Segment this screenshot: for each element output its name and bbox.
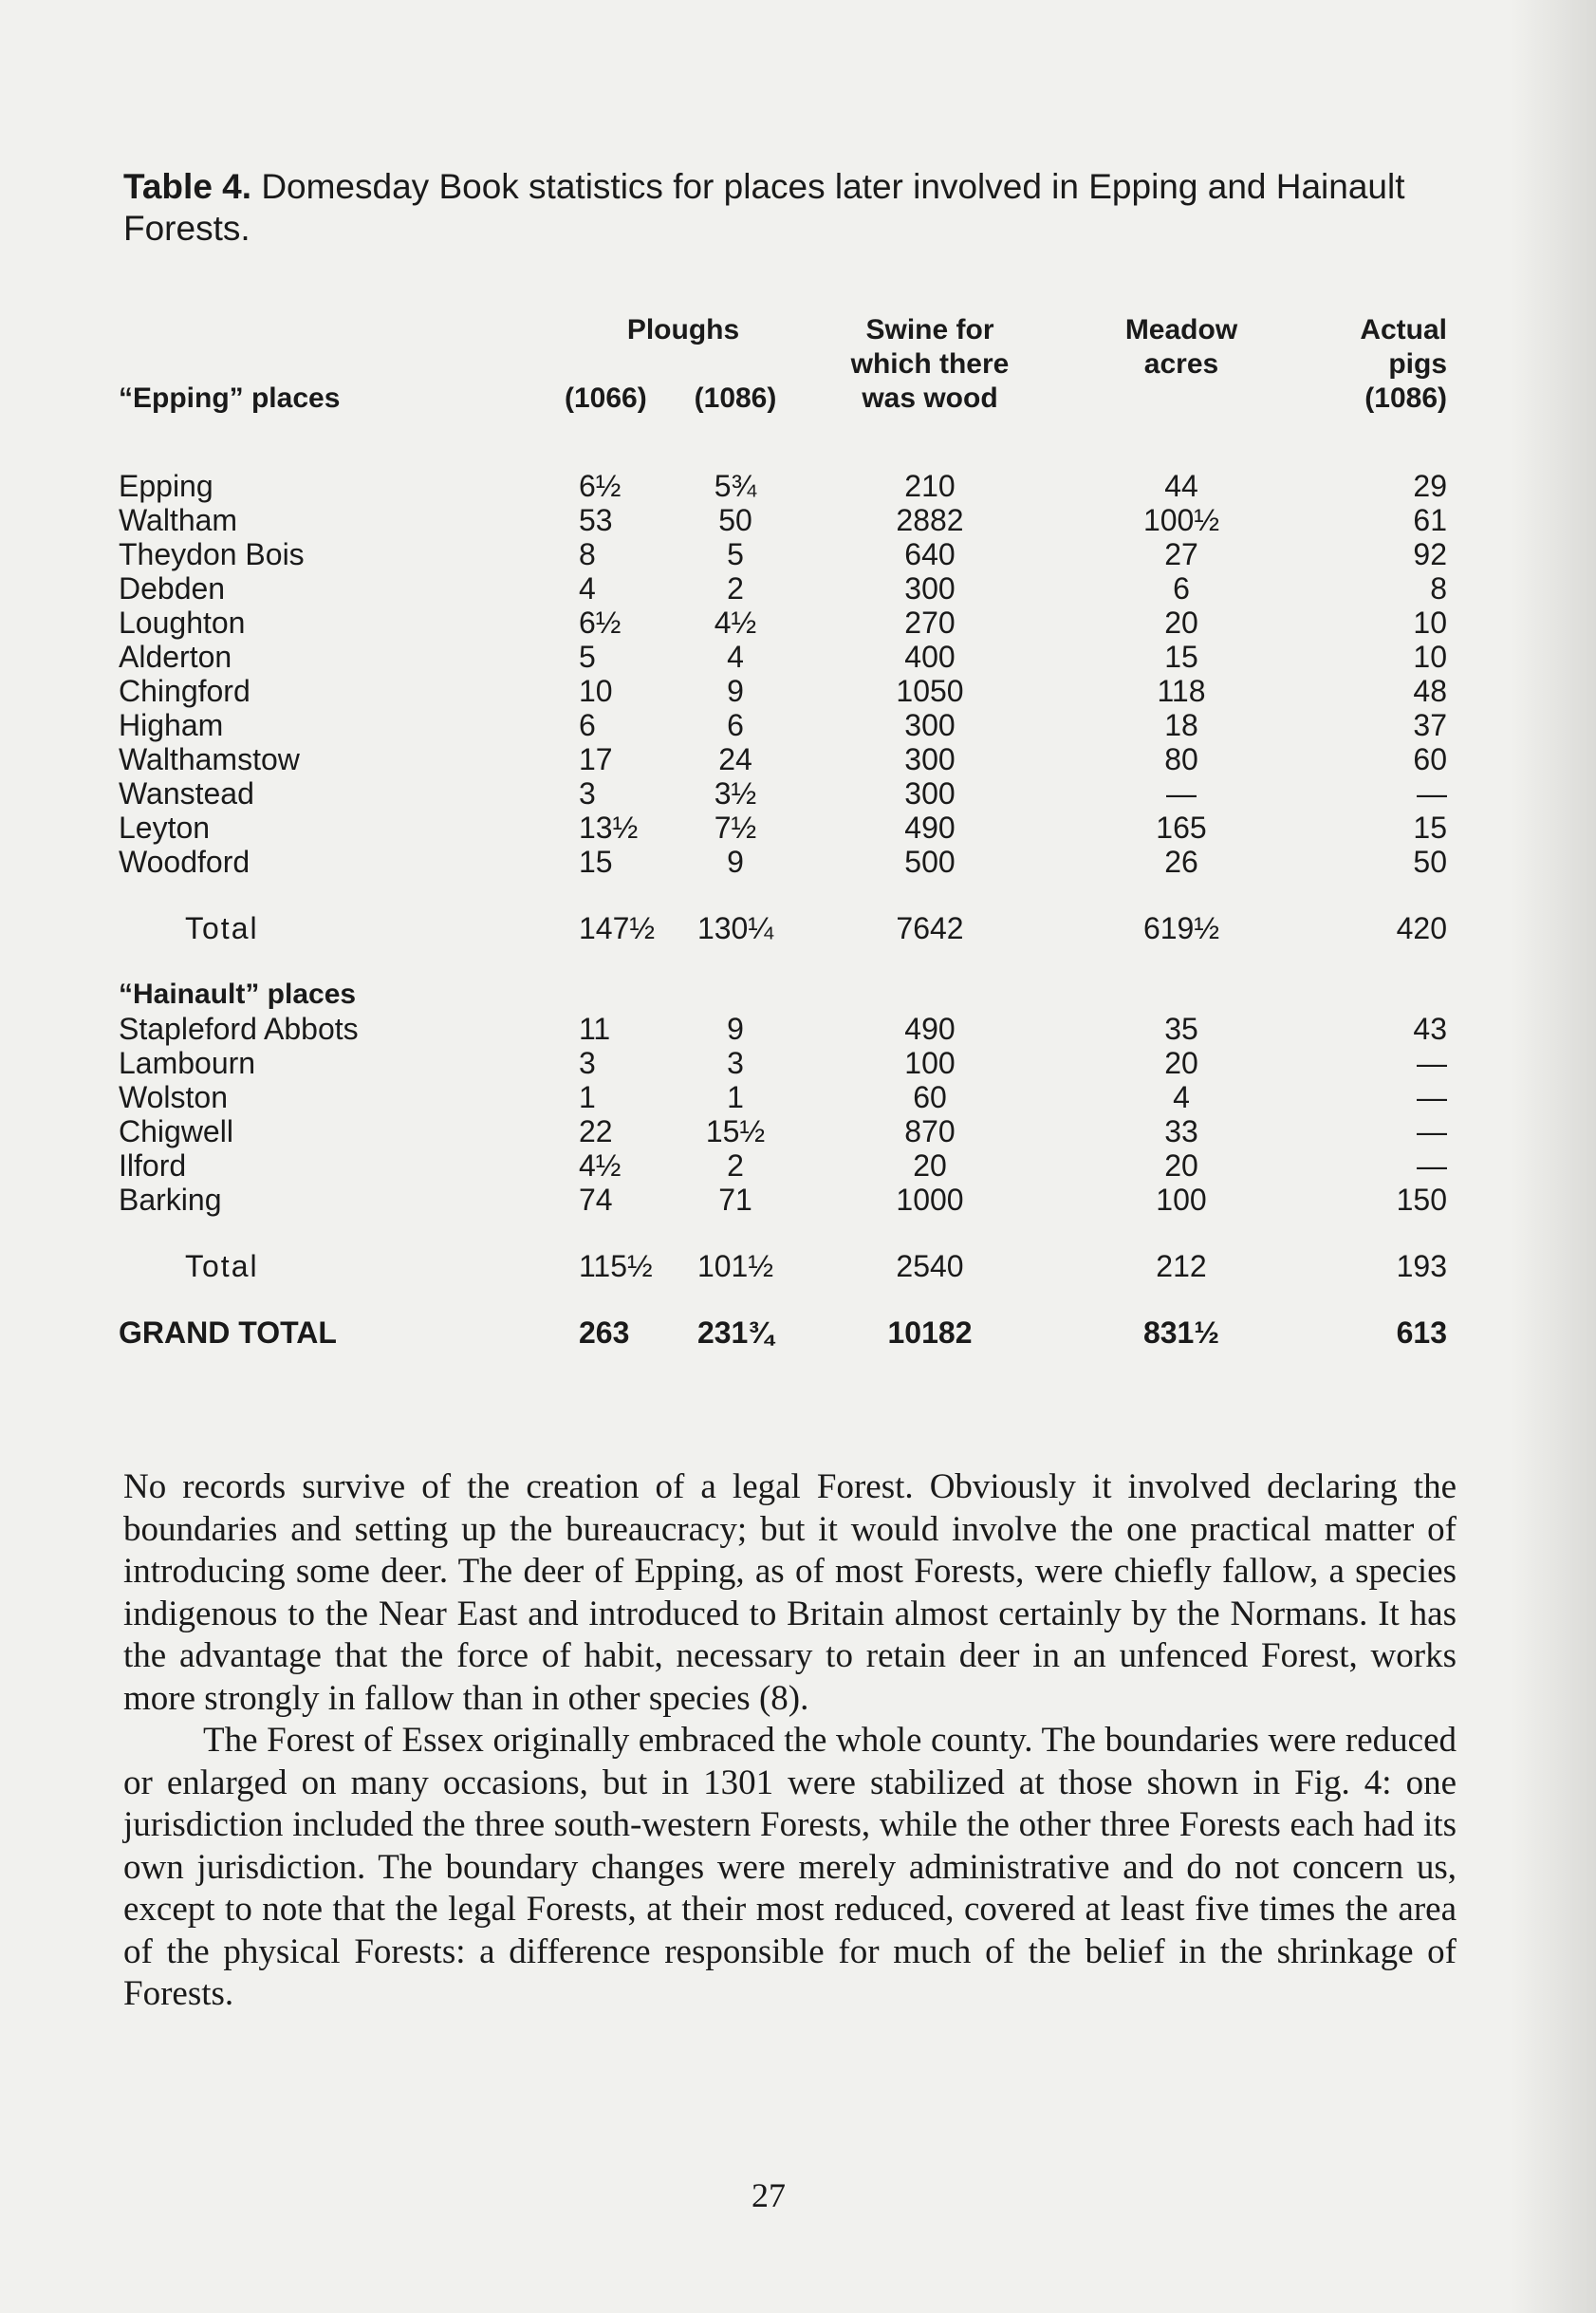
cell-ploughs-1086: 101½: [696, 1249, 774, 1283]
header-ploughs-1066: (1066): [565, 382, 647, 414]
cell-actual-pigs: —: [1417, 1080, 1447, 1114]
header-swine-line1: Swine for: [865, 314, 994, 345]
cell-place-name: Total: [185, 1249, 259, 1283]
cell-actual-pigs: 48: [1413, 674, 1447, 708]
cell-place-name: GRAND TOTAL: [119, 1315, 337, 1350]
table-row: [119, 640, 1447, 674]
cell-swine-wood: 60: [913, 1080, 947, 1114]
hainault-heading-row: [119, 978, 1447, 1012]
cell-swine-wood: 100: [904, 1046, 956, 1080]
cell-place-name: Stapleford Abbots: [119, 1012, 359, 1046]
table-row: [119, 1114, 1447, 1148]
cell-ploughs-1086: 9: [727, 1012, 744, 1046]
cell-meadow-acres: 26: [1164, 845, 1198, 879]
cell-swine-wood: 490: [904, 811, 956, 845]
cell-actual-pigs: 10: [1413, 640, 1447, 674]
cell-actual-pigs: 613: [1396, 1315, 1447, 1350]
table-row: [119, 1046, 1447, 1080]
table-caption: [123, 166, 1471, 250]
cell-ploughs-1066: 1: [579, 1080, 596, 1114]
cell-meadow-acres: 118: [1157, 674, 1206, 708]
table-caption-label: Table 4.: [123, 167, 252, 206]
table-row: [119, 674, 1447, 708]
cell-ploughs-1086: 9: [727, 674, 744, 708]
cell-ploughs-1066: 74: [579, 1183, 613, 1217]
cell-swine-wood: 20: [913, 1148, 947, 1183]
cell-place-name: Wanstead: [119, 776, 254, 811]
cell-actual-pigs: 8: [1430, 571, 1447, 606]
cell-swine-wood: 400: [904, 640, 956, 674]
table-header: [119, 313, 1447, 437]
cell-actual-pigs: 37: [1413, 708, 1447, 742]
cell-ploughs-1086: 7½: [714, 811, 757, 845]
table-row: [119, 1012, 1447, 1046]
cell-actual-pigs: 60: [1413, 742, 1447, 776]
cell-ploughs-1086: 5¾: [714, 469, 757, 503]
cell-ploughs-1066: 3: [579, 1046, 596, 1080]
cell-meadow-acres: 100: [1156, 1183, 1207, 1217]
cell-swine-wood: 870: [904, 1114, 956, 1148]
cell-ploughs-1086: 3½: [714, 776, 757, 811]
cell-ploughs-1086: 130¼: [696, 911, 774, 945]
cell-ploughs-1066: 8: [579, 537, 596, 571]
cell-actual-pigs: 15: [1413, 811, 1447, 845]
cell-place-name: Lambourn: [119, 1046, 256, 1080]
cell-ploughs-1086: 231¾: [696, 1315, 774, 1350]
cell-actual-pigs: 61: [1413, 503, 1447, 537]
header-pigs-line2: pigs: [1388, 348, 1447, 380]
table-row: [119, 606, 1447, 640]
cell-meadow-acres: 44: [1164, 469, 1198, 503]
cell-swine-wood: 2540: [896, 1249, 964, 1283]
cell-place-name: Woodford: [119, 845, 251, 879]
table-row: [119, 1080, 1447, 1114]
cell-swine-wood: 640: [904, 537, 956, 571]
cell-actual-pigs: 92: [1413, 537, 1447, 571]
cell-ploughs-1086: 71: [718, 1183, 752, 1217]
cell-place-name: Debden: [119, 571, 226, 606]
cell-swine-wood: 2882: [896, 503, 964, 537]
cell-actual-pigs: —: [1417, 776, 1447, 811]
cell-meadow-acres: 15: [1164, 640, 1198, 674]
cell-place-name: Waltham: [119, 503, 238, 537]
cell-ploughs-1066: 6½: [579, 606, 622, 640]
cell-swine-wood: 300: [904, 776, 956, 811]
cell-place-name: Epping: [119, 469, 213, 503]
cell-place-name: Barking: [119, 1183, 222, 1217]
cell-actual-pigs: 193: [1396, 1249, 1447, 1283]
cell-ploughs-1066: 115½: [579, 1249, 653, 1283]
cell-ploughs-1086: 1: [727, 1080, 744, 1114]
cell-actual-pigs: —: [1417, 1046, 1447, 1080]
cell-ploughs-1066: 6: [579, 708, 596, 742]
table-caption-text: Domesday Book statistics for places later involved in Epping and Hainault Forests.: [123, 167, 1405, 248]
cell-ploughs-1086: 9: [727, 845, 744, 879]
cell-meadow-acres: 20: [1164, 606, 1198, 640]
cell-meadow-acres: 6: [1173, 571, 1190, 606]
cell-place-name: Wolston: [119, 1080, 229, 1114]
cell-swine-wood: 270: [904, 606, 956, 640]
cell-ploughs-1066: 53: [579, 503, 613, 537]
cell-actual-pigs: 29: [1413, 469, 1447, 503]
header-meadow-line1: Meadow: [1124, 314, 1238, 345]
cell-place-name: Total: [185, 911, 259, 945]
cell-place-name: Alderton: [119, 640, 232, 674]
grand-total-row: [119, 1315, 1447, 1350]
cell-place-name: Walthamstow: [119, 742, 300, 776]
cell-ploughs-1086: 4½: [714, 606, 757, 640]
cell-place-name: Leyton: [119, 811, 211, 845]
cell-swine-wood: 300: [904, 708, 956, 742]
table-row: [119, 708, 1447, 742]
table-row: [119, 503, 1447, 537]
cell-swine-wood: 490: [904, 1012, 956, 1046]
cell-place-name: Loughton: [119, 606, 246, 640]
cell-ploughs-1086: 24: [718, 742, 752, 776]
cell-swine-wood: 210: [904, 469, 956, 503]
cell-ploughs-1066: 10: [579, 674, 613, 708]
cell-meadow-acres: 33: [1164, 1114, 1198, 1148]
cell-meadow-acres: 80: [1164, 742, 1198, 776]
cell-swine-wood: 7642: [896, 911, 964, 945]
cell-ploughs-1066: 147½: [579, 911, 656, 945]
table-row: [119, 1148, 1447, 1183]
paragraph-2: The Forest of Essex originally embraced the whole county. The boundaries were reduced or enlarged on many occasions, but in 1301 were stabilized at those shown in Fig. 4: one jurisdiction included the three south-western Forests, while the other three Forests each had its own jurisdiction. The boundary changes were merely administrative and do not concern us, except to note that the legal Forests, at their most reduced, covered at least five times the area of the physical Forests: a difference responsible for much of the belief in the shrinkage of Forests.: [123, 1721, 1457, 2013]
header-pigs-line3: (1086): [1364, 382, 1447, 414]
cell-ploughs-1086: 3: [727, 1046, 744, 1080]
table-row: [119, 1183, 1447, 1217]
cell-ploughs-1066: 5: [579, 640, 596, 674]
cell-meadow-acres: 27: [1164, 537, 1198, 571]
cell-ploughs-1066: 11: [579, 1012, 611, 1046]
header-swine-line2: which there: [850, 348, 1010, 380]
table-row: [119, 776, 1447, 811]
cell-swine-wood: 300: [904, 571, 956, 606]
epping-total-row: [119, 911, 1447, 945]
header-meadow-line2: acres: [1143, 348, 1219, 380]
cell-ploughs-1066: 15: [579, 845, 613, 879]
table-row: [119, 571, 1447, 606]
cell-swine-wood: 1000: [896, 1183, 964, 1217]
cell-ploughs-1066: 4: [579, 571, 596, 606]
paragraph-1: No records survive of the creation of a legal Forest. Obviously it involved declaring the boundaries and setting up the bureaucracy; but it would involve the one practical matter of introducing some deer. The deer of Epping, as of most Forests, were chiefly fallow, a species indigenous to the Near East and introduced to Britain almost certainly by the Normans. It has the advantage that the force of habit, necessary to retain deer in an unfenced Forest, works more strongly in fallow than in other species (8).: [123, 1467, 1457, 1718]
cell-place-name: Higham: [119, 708, 224, 742]
cell-ploughs-1066: 6½: [579, 469, 622, 503]
cell-ploughs-1086: 2: [727, 571, 744, 606]
cell-meadow-acres: 165: [1156, 811, 1207, 845]
cell-swine-wood: 10182: [887, 1315, 973, 1350]
header-ploughs: Ploughs: [626, 314, 740, 345]
cell-meadow-acres: 619½: [1142, 911, 1220, 945]
cell-ploughs-1066: 263: [579, 1315, 630, 1350]
epping-rows: [119, 469, 1447, 879]
domesday-table: [119, 313, 1447, 1350]
cell-place-name: Chingford: [119, 674, 251, 708]
cell-actual-pigs: —: [1417, 1148, 1447, 1183]
table-row: [119, 811, 1447, 845]
cell-actual-pigs: 420: [1396, 911, 1447, 945]
cell-place-name: Chigwell: [119, 1114, 233, 1148]
cell-meadow-acres: 212: [1156, 1249, 1207, 1283]
cell-ploughs-1066: 3: [579, 776, 596, 811]
cell-ploughs-1066: 17: [579, 742, 613, 776]
cell-place-name: Theydon Bois: [119, 537, 305, 571]
cell-ploughs-1086: 5: [727, 537, 744, 571]
cell-ploughs-1066: 4½: [579, 1148, 622, 1183]
header-pigs-line1: Actual: [1360, 314, 1447, 345]
cell-ploughs-1086: 6: [727, 708, 744, 742]
cell-ploughs-1066: 13½: [579, 811, 639, 845]
cell-meadow-acres: 35: [1164, 1012, 1198, 1046]
cell-ploughs-1066: 22: [579, 1114, 613, 1148]
cell-actual-pigs: 43: [1413, 1012, 1447, 1046]
cell-place-name: Ilford: [119, 1148, 187, 1183]
cell-actual-pigs: —: [1417, 1114, 1447, 1148]
cell-ploughs-1086: 50: [718, 503, 752, 537]
cell-meadow-acres: 20: [1164, 1148, 1198, 1183]
cell-swine-wood: 300: [904, 742, 956, 776]
page-edge-shadow: [1511, 0, 1596, 2313]
table-row: [119, 469, 1447, 503]
cell-actual-pigs: 50: [1413, 845, 1447, 879]
table-row: [119, 742, 1447, 776]
cell-meadow-acres: —: [1166, 776, 1197, 811]
page-number: 27: [752, 2176, 786, 2214]
hainault-total-row: [119, 1249, 1447, 1283]
cell-actual-pigs: 150: [1396, 1183, 1447, 1217]
cell-ploughs-1086: 15½: [705, 1114, 766, 1148]
cell-swine-wood: 500: [904, 845, 956, 879]
cell-ploughs-1086: 2: [727, 1148, 744, 1183]
hainault-heading: “Hainault” places: [119, 979, 357, 1010]
header-ploughs-1086: (1086): [694, 382, 777, 414]
table-row: [119, 845, 1447, 879]
cell-meadow-acres: 20: [1164, 1046, 1198, 1080]
header-epping-places: “Epping” places: [119, 382, 341, 414]
header-swine-line3: was wood: [862, 382, 998, 414]
cell-meadow-acres: 18: [1164, 708, 1198, 742]
table-row: [119, 537, 1447, 571]
cell-swine-wood: 1050: [896, 674, 964, 708]
cell-meadow-acres: 831½: [1142, 1315, 1220, 1350]
cell-ploughs-1086: 4: [727, 640, 744, 674]
cell-meadow-acres: 4: [1173, 1080, 1190, 1114]
body-text: [123, 1466, 1457, 2016]
cell-meadow-acres: 100½: [1142, 503, 1220, 537]
cell-actual-pigs: 10: [1413, 606, 1447, 640]
hainault-rows: [119, 1012, 1447, 1217]
